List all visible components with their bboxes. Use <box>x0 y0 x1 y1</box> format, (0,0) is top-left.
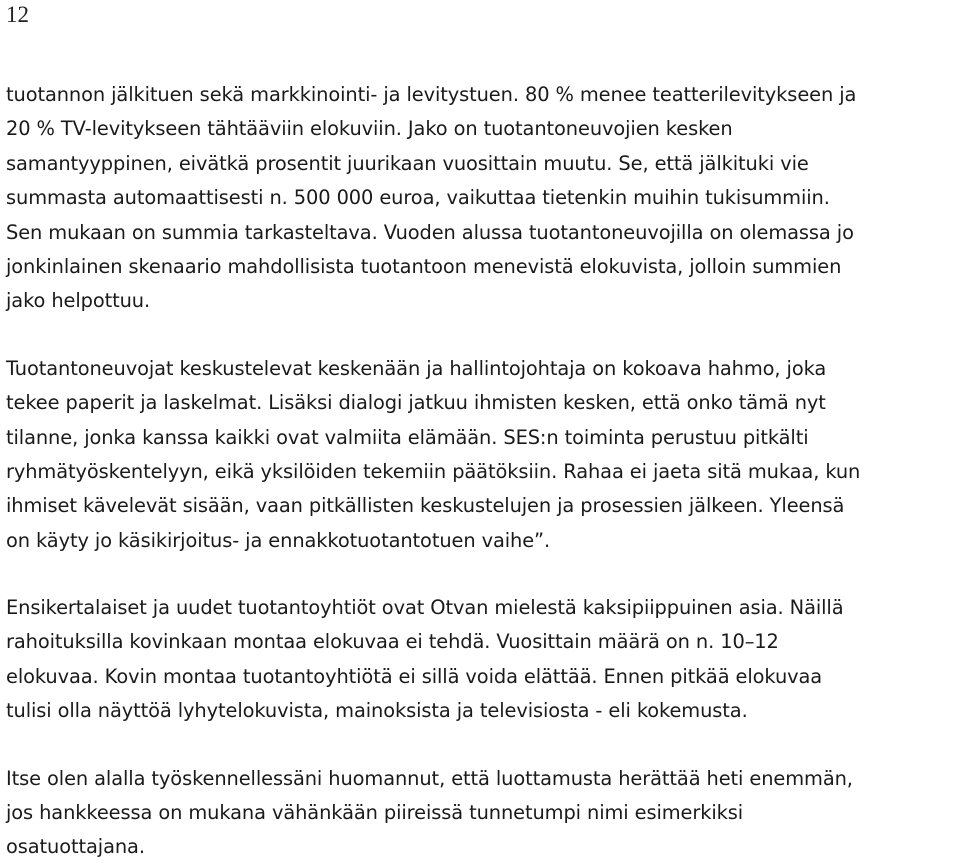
text-line: Tuotantoneuvojat keskustelevat keskenään ja hallintojohtaja on kokoava hahmo, joka <box>6 356 827 380</box>
text-line: Itse olen alalla työskennellessäni huomannut, että luottamusta herättää heti enemmän, <box>6 766 853 790</box>
paragraph-4 <box>6 762 956 865</box>
text-line: summasta automaattisesti n. 500 000 euroa, vaikuttaa tietenkin muihin tukisummiin. <box>6 186 830 210</box>
text-line: jos hankkeessa on mukana vähänkään piireissä tunnetumpi nimi esimerkiksi <box>6 801 744 825</box>
text-line: 20 % TV-levitykseen tähtääviin elokuviin. Jako on tuotantoneuvojien kesken <box>6 117 733 141</box>
text-line: elokuvaa. Kovin montaa tuotantoyhtiötä ei sillä voida elättää. Ennen pitkää elokuvaa <box>6 664 823 688</box>
page-number: 12 <box>6 2 29 27</box>
paragraph-3 <box>6 591 956 729</box>
text-line: on käyty jo käsikirjoitus- ja ennakkotuotantotuen vaihe”. <box>6 528 551 552</box>
text-line: tulisi olla näyttöä lyhytelokuvista, mainoksista ja televisiosta - eli kokemusta. <box>6 699 748 723</box>
text-line: ryhmätyöskentelyyn, eikä yksilöiden tekemiin päätöksiin. Rahaa ei jaeta sitä mukaa, kun <box>6 459 861 483</box>
text-line: jonkinlainen skenaario mahdollisista tuotantoon menevistä elokuvista, jolloin summien <box>6 254 842 278</box>
text-line: jako helpottuu. <box>6 289 151 313</box>
paragraph-spacer <box>6 729 956 762</box>
text-line: ihmiset kävelevät sisään, vaan pitkällisten keskustelujen ja prosessien jälkeen. Yleensä <box>6 494 845 518</box>
text-line: osatuottajana. <box>6 835 145 859</box>
text-line: tuotannon jälkituen sekä markkinointi- ja levitystuen. 80 % menee teatterilevitykseen ja <box>6 83 857 106</box>
body-text <box>6 78 956 865</box>
text-line: samantyyppinen, eivätkä prosentit juurikaan vuosittain muutu. Se, että jälkituki vie <box>6 151 809 175</box>
text-line: Ensikertalaiset ja uudet tuotantoyhtiöt ovat Otvan mielestä kaksipiippuinen asia. Näillä <box>6 596 844 620</box>
paragraph-1 <box>6 78 956 319</box>
paragraph-spacer <box>6 558 956 591</box>
text-line: tilanne, jonka kanssa kaikki ovat valmiita elämään. SES:n toiminta perustuu pitkälti <box>6 425 809 449</box>
text-line: Sen mukaan on summia tarkasteltava. Vuoden alussa tuotantoneuvojilla on olemassa jo <box>6 220 854 244</box>
text-line: rahoituksilla kovinkaan montaa elokuvaa ei tehdä. Vuosittain määrä on n. 10–12 <box>6 630 779 654</box>
paragraph-2 <box>6 352 956 558</box>
paragraph-spacer <box>6 319 956 352</box>
text-line: tekee paperit ja laskelmat. Lisäksi dialogi jatkuu ihmisten kesken, että onko tämä nyt <box>6 391 826 415</box>
